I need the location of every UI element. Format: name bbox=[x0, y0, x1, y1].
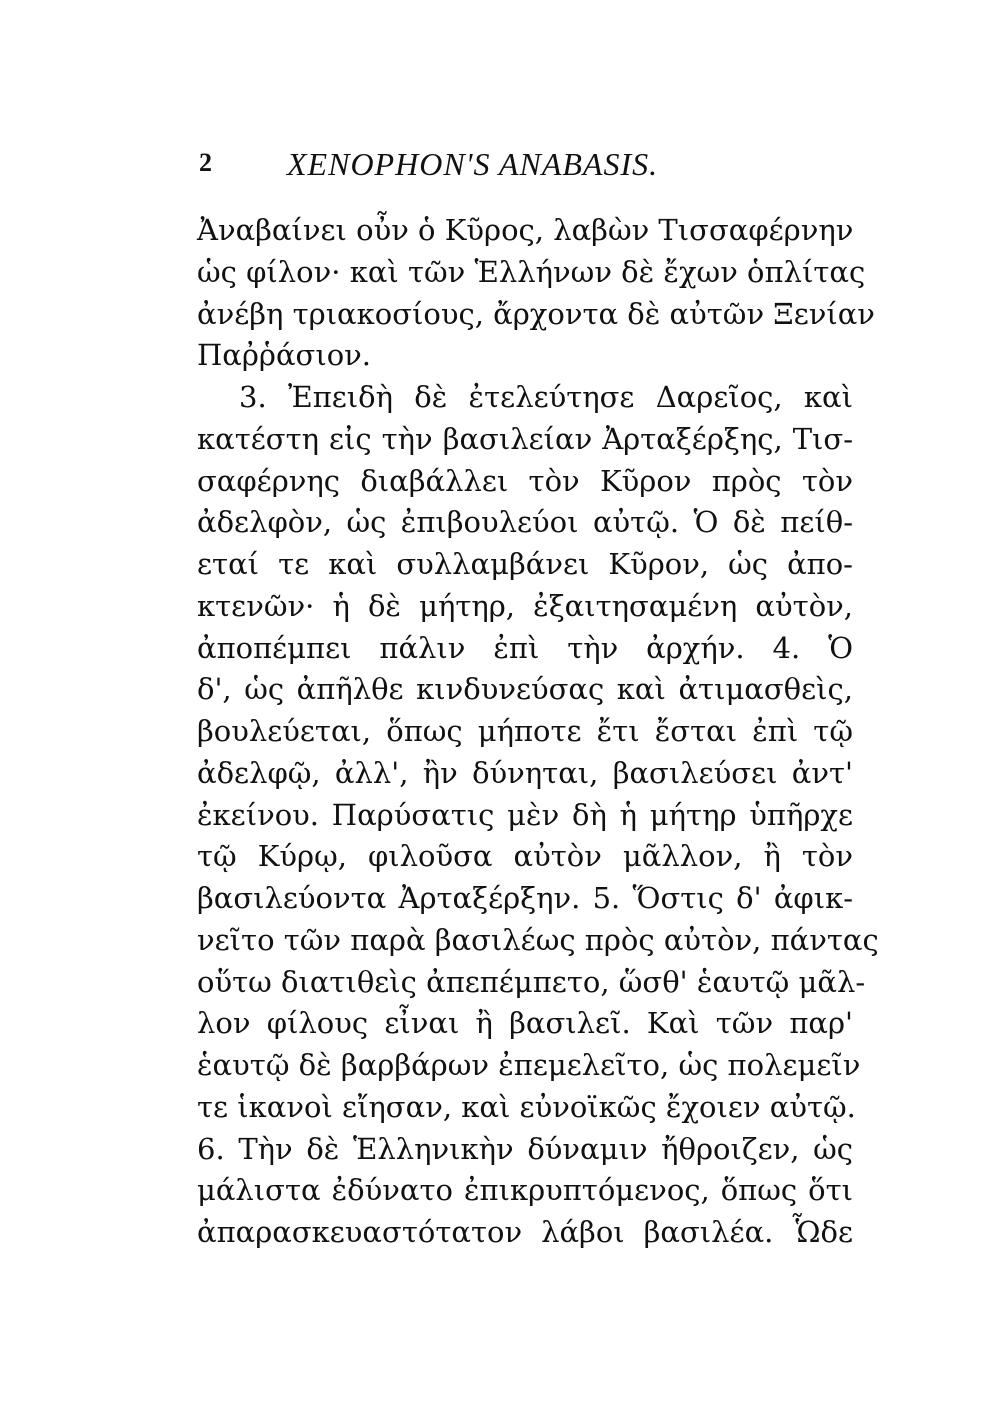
text-line: τῷ Κύρῳ, φιλοῦσα αὐτὸν μᾶλλον, ἢ τὸν bbox=[197, 839, 853, 874]
text-line: σαφέρνης διαβάλλει τὸν Κῦρον πρὸς τὸν bbox=[197, 463, 853, 498]
text-line: ἀδελφῷ, ἀλλ', ἢν δύνηται, βασιλεύσει ἀντ' bbox=[197, 755, 853, 790]
text-line: νεῖτο τῶν παρὰ βασιλέως πρὸς αὐτὸν, πάντας bbox=[197, 922, 879, 957]
text-line: βουλεύεται, ὅπως μήποτε ἔτι ἔσται ἐπὶ τῷ bbox=[197, 714, 853, 748]
text-line: ἑαυτῷ δὲ βαρβάρων ἐπεμελεῖτο, ὡς πολεμεῖν bbox=[197, 1048, 861, 1082]
text-line: ἀποπέμπει πάλιν ἐπὶ τὴν ἀρχήν. 4. Ὁ bbox=[197, 630, 853, 665]
text-line: βασιλεύοντα Ἀρταξέρξην. 5. Ὅστις δ' ἀφικ- bbox=[197, 881, 853, 915]
text-line: ἀπαρασκευαστότατον λάβοι βασιλέα. Ὧδε bbox=[197, 1215, 853, 1249]
page-number: 2 bbox=[199, 148, 212, 177]
text-line: μάλιστα ἐδύνατο ἐπικρυπτόμενος, ὅπως ὅτι bbox=[197, 1173, 853, 1208]
text-line: δ', ὡς ἀπῆλθε κινδυνεύσας καὶ ἀτιμασθεὶς, bbox=[197, 672, 853, 707]
text-line: οὕτω διατιθεὶς ἀπεπέμπετο, ὥσθ' ἑαυτῷ μᾶλ- bbox=[197, 964, 866, 999]
text-line-section-3: 3. Ἐπειδὴ δὲ ἐτελεύτησε Δαρεῖος, καὶ bbox=[239, 380, 853, 414]
text-line: Ἀναβαίνει οὖν ὁ Κῦρος, λαβὼν Τισσαφέρνην bbox=[197, 213, 854, 247]
text-line: 6. Τὴν δὲ Ἑλληνικὴν δύναμιν ἤθροιζεν, ὡς bbox=[197, 1131, 853, 1166]
running-title: XENOPHON'S ANABASIS. bbox=[287, 146, 659, 182]
text-line: εταί τε καὶ συλλαμβάνει Κῦρον, ὡς ἀπο- bbox=[197, 547, 853, 581]
page-header bbox=[197, 148, 857, 188]
text-line: τε ἱκανοὶ εἴησαν, καὶ εὐνοϊκῶς ἔχοιεν αὐτῷ. bbox=[197, 1089, 856, 1124]
text-line: ἐκείνου. Παρύσατις μὲν δὴ ἡ μήτηρ ὑπῆρχε bbox=[197, 797, 853, 832]
text-line: Παῤῥάσιον. bbox=[197, 338, 372, 373]
text-line: κατέστη εἰς τὴν βασιλείαν Ἀρταξέρξης, Τισ- bbox=[197, 421, 853, 456]
text-line: ἀδελφὸν, ὡς ἐπιβουλεύοι αὐτῷ. Ὁ δὲ πείθ- bbox=[197, 505, 853, 540]
text-line: ἀνέβη τριακοσίους, ἄρχοντα δὲ αὐτῶν Ξενίαν bbox=[197, 296, 875, 331]
text-line: λον φίλους εἶναι ἢ βασιλεῖ. Καὶ τῶν παρ' bbox=[197, 1006, 853, 1041]
greek-text-body bbox=[197, 210, 879, 1254]
text-line: ὡς φίλον· καὶ τῶν Ἑλλήνων δὲ ἔχων ὁπλίτας bbox=[197, 254, 866, 289]
text-line: κτενῶν· ἡ δὲ μήτηρ, ἐξαιτησαμένη αὐτὸν, bbox=[197, 588, 853, 623]
